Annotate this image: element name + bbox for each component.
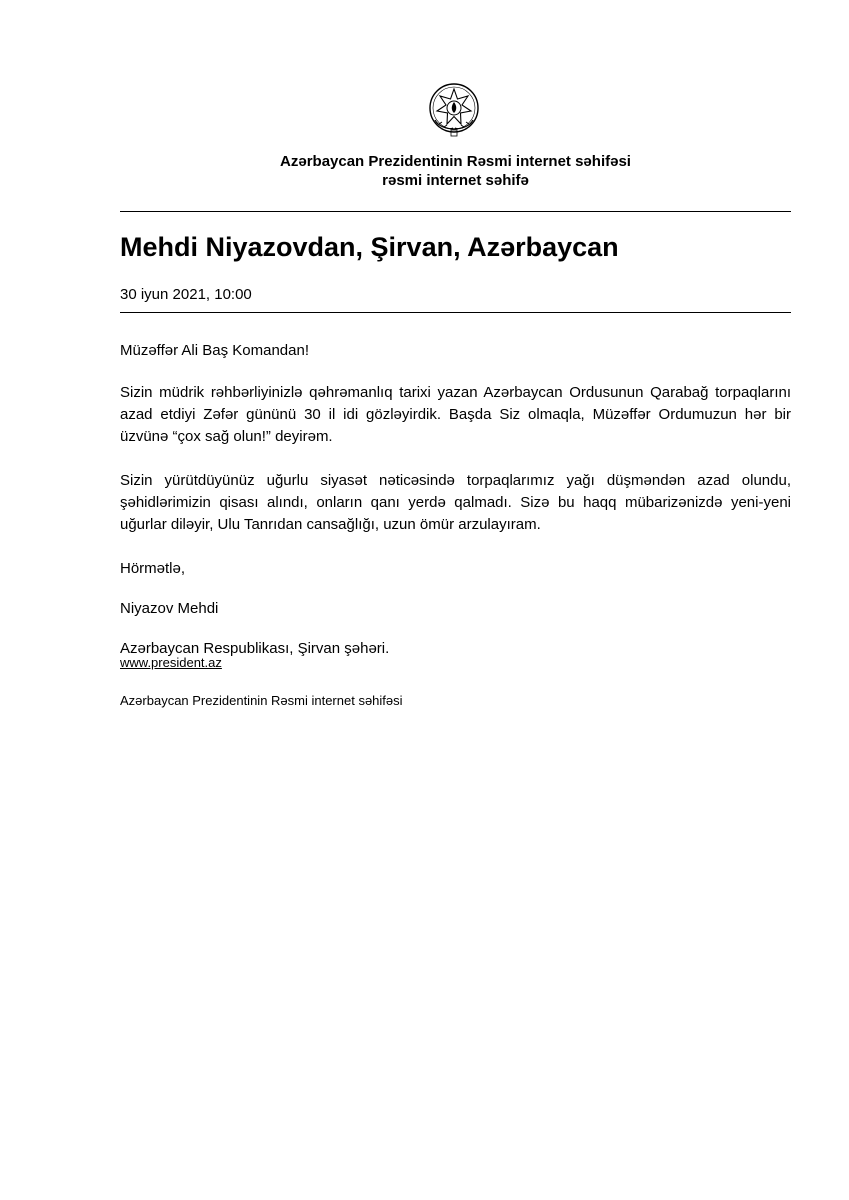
article-title: Mehdi Niyazovdan, Şirvan, Azərbaycan	[120, 232, 619, 262]
paragraph: Sizin müdrik rəhbərliyinizlə qəhrəmanlıq tarixi yazan Azərbaycan Ordusunun Qarabağ torpaqlarını azad etdiyi Zəfər gününü 30 il idi gözləyirdik. Başda Siz olmaqla, Müzəffər Ordumuzun hər bir üzvünə “çox sağ olun!” deyirəm.	[120, 384, 791, 445]
paragraph: Sizin yürütdüyünüz uğurlu siyasət nəticəsində torpaqlarımız yağı düşməndən azad olundu, şəhidlərimizin qisası alındı, onların qanı yerdə qalmadı. Sizə bu haqq mübarizənizdə yeni-yeni uğurlar diləyir, Ulu Tanrıdan cansağlığı, uzun ömür arzulayıram.	[120, 472, 791, 533]
header-divider	[120, 211, 791, 212]
site-header	[120, 152, 791, 190]
website-link[interactable]: www.president.az	[120, 655, 222, 670]
state-emblem-icon	[425, 80, 483, 140]
signature-location: Azərbaycan Respublikası, Şirvan şəhəri.	[120, 640, 390, 657]
footer-site-name: Azərbaycan Prezidentinin Rəsmi internet səhifəsi	[120, 693, 403, 708]
signature-name: Niyazov Mehdi	[120, 600, 219, 617]
article-body	[120, 340, 791, 678]
site-name: Azərbaycan Prezidentinin Rəsmi internet səhifəsi	[280, 153, 631, 170]
article-date: 30 iyun 2021, 10:00	[120, 286, 252, 303]
closing: Hörmətlə,	[120, 560, 186, 577]
title-divider	[120, 312, 791, 313]
salutation: Müzəffər Ali Baş Komandan!	[120, 342, 309, 359]
site-subtitle: rəsmi internet səhifə	[382, 172, 529, 189]
